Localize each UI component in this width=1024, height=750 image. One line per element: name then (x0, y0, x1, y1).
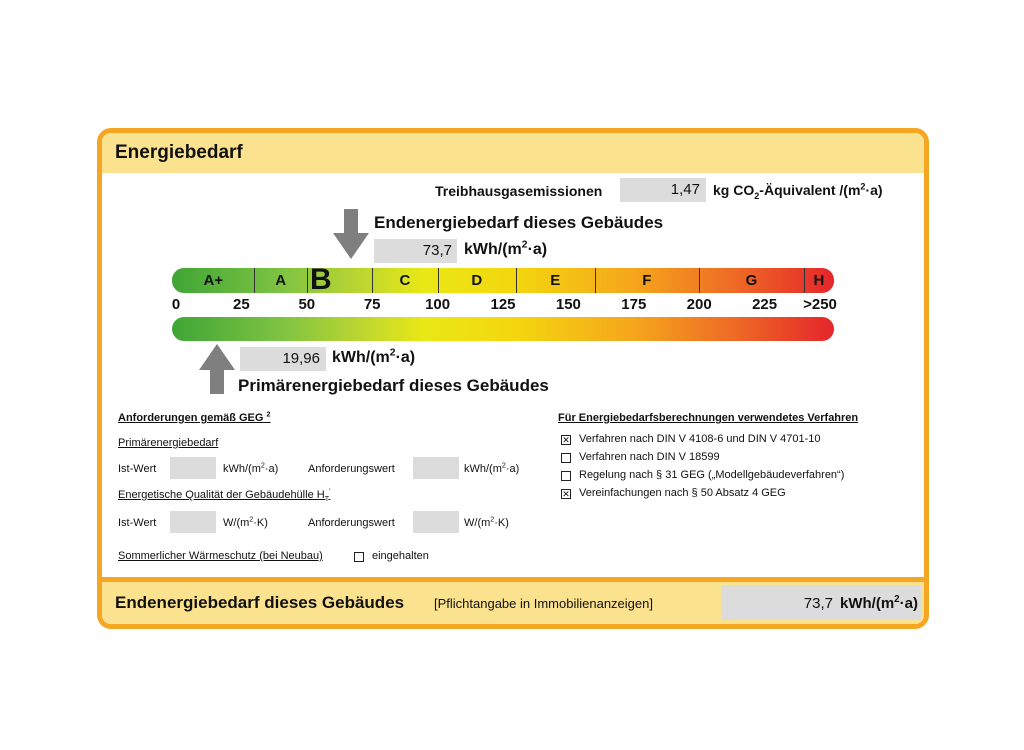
primary-actual-unit: kWh/$(m^2\cdot a)$ (223, 461, 279, 475)
method-checkbox[interactable] (561, 453, 571, 463)
scale-tick-label: 150 (555, 296, 581, 313)
method-item-label: Vereinfachungen nach § 50 Absatz 4 GEG (579, 487, 786, 499)
scale-tick-label: >250 (803, 296, 837, 313)
envelope-required-label: Anforderungswert (308, 517, 395, 529)
primary-actual-label: Ist-Wert (118, 463, 157, 475)
energy-class-separator (438, 268, 439, 293)
primary-required-unit: kWh/$(m^2\cdot a)$ (464, 461, 520, 475)
summer-protection-checkbox[interactable] (354, 552, 364, 562)
scale-tick-label: 75 (363, 296, 381, 313)
energy-class-separator (595, 268, 596, 293)
requirements-heading: Anforderungen gemäß GEG $^2$ (118, 410, 271, 424)
energy-class-d: D (471, 272, 483, 289)
energy-class-a-plus: A+ (203, 272, 224, 289)
primary-energy-value: 19,96 (282, 350, 320, 367)
scale-tick-label: 50 (298, 296, 316, 313)
scale-tick-label: 100 (425, 296, 451, 313)
envelope-actual-unit: $W/(m^2\cdot K)$ (223, 515, 268, 529)
energy-class-h: H (813, 272, 825, 289)
energy-class-separator (804, 268, 805, 293)
energy-class-separator (516, 268, 517, 293)
energy-gradient-bar (172, 317, 834, 341)
energy-class-separator (372, 268, 373, 293)
scale-tick-label: 25 (233, 296, 250, 313)
footer-note: [Pflichtangabe in Immobilienanzeigen] (434, 596, 653, 611)
primary-energy-title: Primärenergiebedarf dieses Gebäudes (238, 376, 549, 395)
envelope-actual-field (170, 511, 216, 533)
energy-class-c: C (399, 272, 411, 289)
header-bar (102, 133, 924, 173)
summer-protection-label: Sommerlicher Wärmeschutz (bei Neubau) (118, 550, 323, 562)
scale-tick-label: 0 (171, 296, 181, 313)
method-heading: Für Energiebedarfsberechnungen verwendetes Verfahren (558, 412, 859, 424)
energy-class-b: B (309, 263, 332, 296)
footer-unit: kWh/$(m^2\cdot a)$ (840, 594, 918, 612)
primary-energy-unit: kWh/$(m^2\cdot a)$ (332, 347, 416, 366)
footer-title: Endenergiebedarf dieses Gebäudes (115, 593, 405, 612)
energy-class-f: F (642, 272, 652, 289)
scale-tick-label: 125 (490, 296, 516, 313)
end-energy-title: Endenergiebedarf dieses Gebäudes (374, 213, 664, 232)
scale-tick-label: 175 (621, 296, 647, 313)
energy-class-e: E (550, 272, 561, 289)
header-title: Energiebedarf (115, 142, 243, 163)
summer-protection-value: eingehalten (372, 550, 429, 562)
envelope-required-field (413, 511, 459, 533)
ghg-value: 1,47 (670, 181, 700, 198)
envelope-actual-label: Ist-Wert (118, 517, 157, 529)
method-item-label: Verfahren nach DIN V 4108-6 und DIN V 4701-10 (579, 433, 821, 445)
energy-class-a: A (275, 272, 287, 289)
scale-tick-label: 200 (686, 296, 712, 313)
energy-class-separator (254, 268, 255, 293)
primary-required-field (413, 457, 459, 479)
envelope-requirement-label: Energetische Qualität der Gebäudehülle $H_T'$ (118, 487, 331, 504)
primary-required-label: Anforderungswert (308, 463, 395, 475)
ghg-unit: kg $CO_2$-Äquivalent $/(m^2\cdot a)$ (713, 181, 883, 201)
end-energy-value: 73,7 (422, 242, 452, 259)
energy-class-separator (307, 268, 308, 293)
primary-energy-arrow-icon (199, 344, 235, 394)
primary-requirement-label: Primärenergiebedarf (118, 437, 219, 449)
energy-certificate-card (97, 128, 929, 629)
footer-value: 73,7 (803, 595, 833, 612)
method-item-label: Regelung nach § 31 GEG („Modellgebäudeverfahren“) (579, 469, 845, 481)
end-energy-arrow-icon (333, 209, 369, 259)
method-checkbox[interactable]: ✕ (562, 489, 570, 499)
ghg-label: Treibhausgasemissionen (435, 183, 603, 199)
primary-actual-field (170, 457, 216, 479)
energy-class-separator (699, 268, 700, 293)
scale-tick-label: 225 (752, 296, 778, 313)
end-energy-unit: kWh/$(m^2\cdot a)$ (464, 239, 548, 258)
envelope-required-unit: $W/(m^2\cdot K)$ (464, 515, 509, 529)
method-item-label: Verfahren nach DIN V 18599 (579, 451, 720, 463)
energy-class-g: G (745, 272, 758, 289)
method-checkbox[interactable]: ✕ (562, 435, 570, 445)
method-checkbox[interactable] (561, 471, 571, 481)
